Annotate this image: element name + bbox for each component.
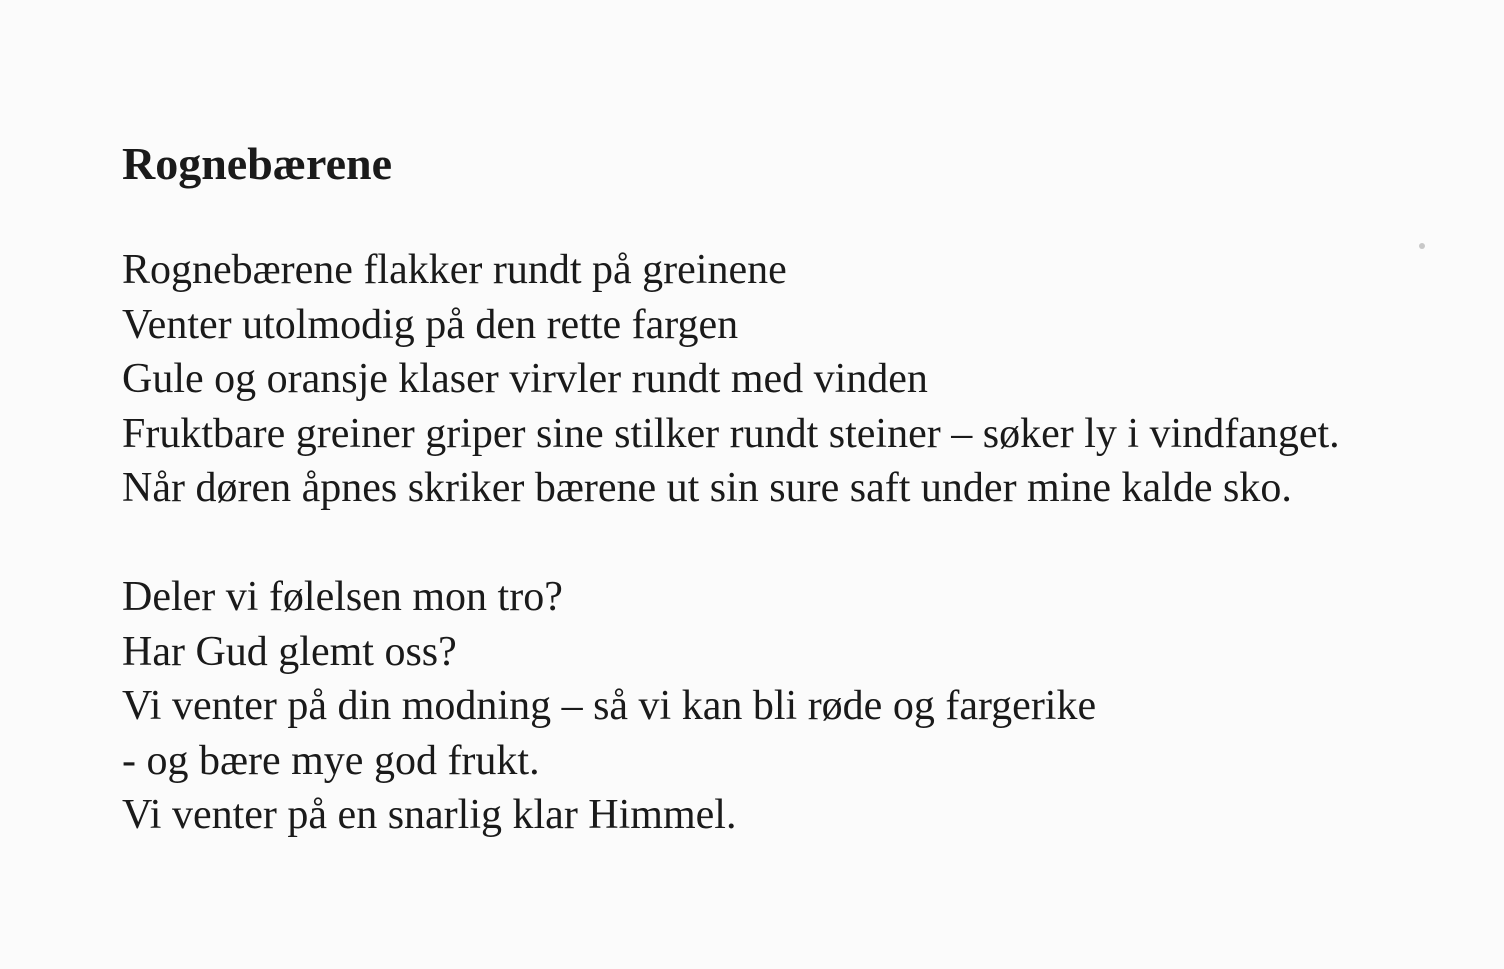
- poem-stanza-2: [122, 570, 1096, 843]
- poem-line: Fruktbare greiner griper sine stilker rundt steiner – søker ly i vindfanget.: [122, 410, 1340, 457]
- poem-line: Vi venter på en snarlig klar Himmel.: [122, 792, 737, 838]
- poem-line: Rognebærene flakker rundt på greinene: [122, 247, 787, 293]
- poem-line: Gule og oransje klaser virvler rundt med vinden: [122, 356, 928, 402]
- poem-line: - og bære mye god frukt.: [122, 737, 540, 784]
- poem-line: Venter utolmodig på den rette fargen: [122, 301, 739, 348]
- poem-line: Deler vi følelsen mon tro?: [122, 574, 563, 620]
- poem-line: Vi venter på din modning – så vi kan bli røde og fargerike: [122, 683, 1097, 729]
- scan-speck: [1419, 243, 1425, 249]
- poem-title: Rognebærene: [122, 138, 393, 189]
- poem-line: Når døren åpnes skriker bærene ut sin sure saft under mine kalde sko.: [122, 465, 1292, 511]
- poem-stanza-1: [122, 243, 1340, 516]
- poem-line: Har Gud glemt oss?: [122, 628, 457, 675]
